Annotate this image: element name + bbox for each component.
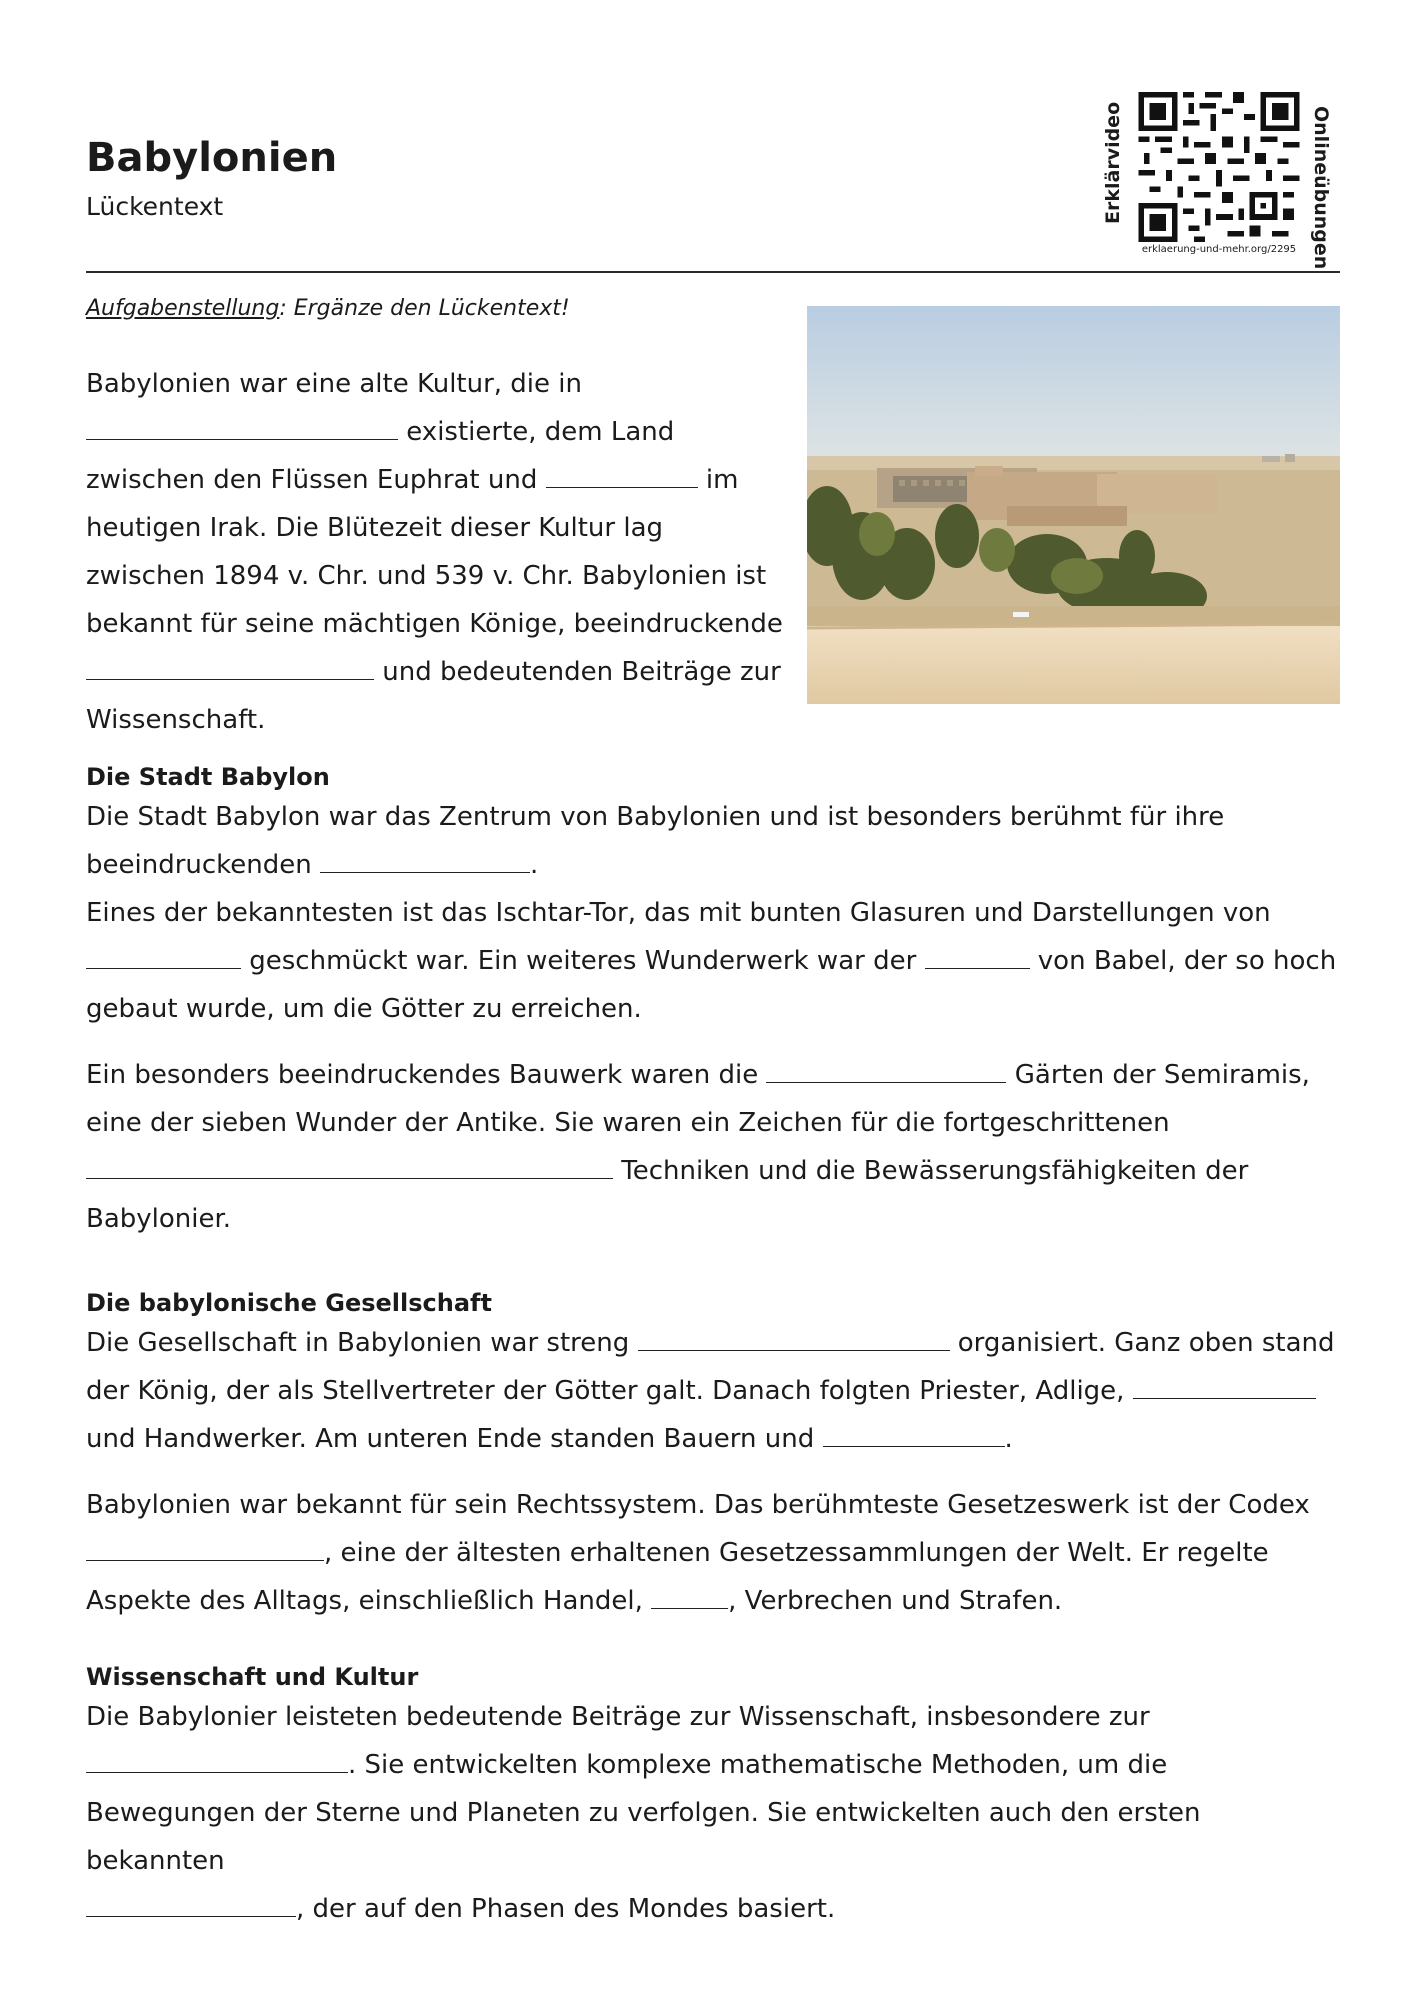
gap-blank-4[interactable] [320,871,530,873]
babylon-ruins-photo [807,306,1340,704]
gap-blank-12[interactable] [86,1559,324,1561]
intro-text-4: und bedeutenden Beiträge zur Wissenschaft. [86,657,781,735]
gap-blank-2[interactable] [546,486,698,488]
gap-blank-13[interactable] [651,1607,728,1609]
gap-blank-5[interactable] [86,967,241,969]
gesellschaft-paragraph-1 [86,1319,1340,1463]
section-stadt-babylon [86,762,1340,1243]
section-wissenschaft [86,1662,1340,1933]
qr-url: erklaerung-und-mehr.org/2295 [1141,244,1297,255]
gap-blank-10[interactable] [1133,1397,1316,1399]
gesellschaft-text-7: , Verbrechen und Strafen. [728,1586,1063,1617]
gap-blank-6[interactable] [925,967,1030,969]
wissenschaft-text-2: . Sie entwickelten komplexe mathematische Methoden, um die Bewegungen der Sterne und Planeten zu verfolgen. Sie entwickelten auch den ersten bekannten [86,1750,1201,1877]
qr-left-label-box [1100,92,1134,242]
stadt-text-7: Gärten der Semiramis, eine der sieben Wunder der Antike. Sie waren ein Zeichen für die fortgeschrittenen [86,1060,1310,1139]
qr-code-block[interactable] [1100,92,1340,270]
gap-blank-14[interactable] [86,1771,348,1773]
stadt-text-3: Eines der bekanntesten ist das Ischtar-Tor, das mit bunten Glasuren und Darstellungen von [86,898,1271,929]
stadt-text-5: von Babel, der so hoch gebaut wurde, um die Götter zu erreichen. [86,946,1337,1025]
intro-text-3: im heutigen Irak. Die Blütezeit dieser Kultur lag zwischen 1894 v. Chr. und 539 v. Chr. Babylonien ist bekannt für seine mächtigen Könige, beeindruckende [86,465,783,639]
gap-blank-11[interactable] [823,1445,1005,1447]
gap-blank-3[interactable] [86,678,374,680]
task-label: Aufgabenstellung [86,296,280,321]
gesellschaft-text-5: Babylonien war bekannt für sein Rechtssystem. Das berühmteste Gesetzeswerk ist der Codex [86,1490,1310,1521]
page-subtitle: Lückentext [86,192,224,221]
gesellschaft-text-3: und Handwerker. Am unteren Ende standen Bauern und [86,1424,823,1455]
video-label: Erklärvideo [1102,101,1124,225]
stadt-text-6: Ein besonders beeindruckendes Bauwerk waren die [86,1060,767,1091]
intro-paragraph [86,360,786,744]
gap-blank-8[interactable] [86,1177,613,1179]
stadt-text-1: Die Stadt Babylon war das Zentrum von Babylonien und ist besonders berühmt für ihre beeindruckenden [86,802,1225,881]
wissenschaft-text-3: , der auf den Phasen des Mondes basiert. [296,1894,836,1925]
gesellschaft-text-1: Die Gesellschaft in Babylonien war streng [86,1328,638,1359]
exercises-label: Onlineübungen [1310,106,1332,270]
intro-text-1: Babylonien war eine alte Kultur, die in [86,369,582,399]
stadt-text-4: geschmückt war. Ein weiteres Wunderwerk war der [241,946,925,977]
gap-blank-1[interactable] [86,438,398,440]
page-title: Babylonien [86,135,338,181]
section-heading-wissenschaft: Wissenschaft und Kultur [86,1663,419,1691]
task-text: : Ergänze den Lückentext! [279,296,570,321]
gesellschaft-paragraph-2 [86,1481,1340,1625]
gesellschaft-text-2: organisiert. Ganz oben stand der König, der als Stellvertreter der Götter galt. Danach folgten Priester, Adlige, [86,1328,1335,1407]
stadt-text-2: . [530,850,539,881]
wissenschaft-paragraph [86,1693,1340,1933]
intro-text-2: existierte, dem Land zwischen den Flüssen Euphrat und [86,417,675,495]
section-heading-gesellschaft: Die babylonische Gesellschaft [86,1289,492,1317]
stadt-paragraph-1 [86,793,1340,1033]
qr-code-icon[interactable] [1138,92,1300,242]
section-heading-stadt: Die Stadt Babylon [86,763,330,791]
stadt-paragraph-2 [86,1051,1340,1243]
gesellschaft-text-6: , eine der ältesten erhaltenen Gesetzessammlungen der Welt. Er regelte Aspekte des Alltags, einschließlich Handel, [86,1538,1269,1617]
gap-blank-9[interactable] [638,1349,950,1351]
gap-blank-15[interactable] [86,1915,296,1917]
stadt-text-8: Techniken und die Bewässerungsfähigkeiten der Babylonier. [86,1156,1249,1235]
qr-right-label-box [1304,92,1340,270]
gesellschaft-text-4: . [1004,1424,1013,1455]
wissenschaft-text-1: Die Babylonier leisteten bedeutende Beiträge zur Wissenschaft, insbesondere zur [86,1702,1150,1733]
gap-blank-7[interactable] [766,1081,1006,1083]
task-instruction [86,296,570,321]
section-gesellschaft [86,1288,1340,1625]
header-divider [86,271,1340,273]
